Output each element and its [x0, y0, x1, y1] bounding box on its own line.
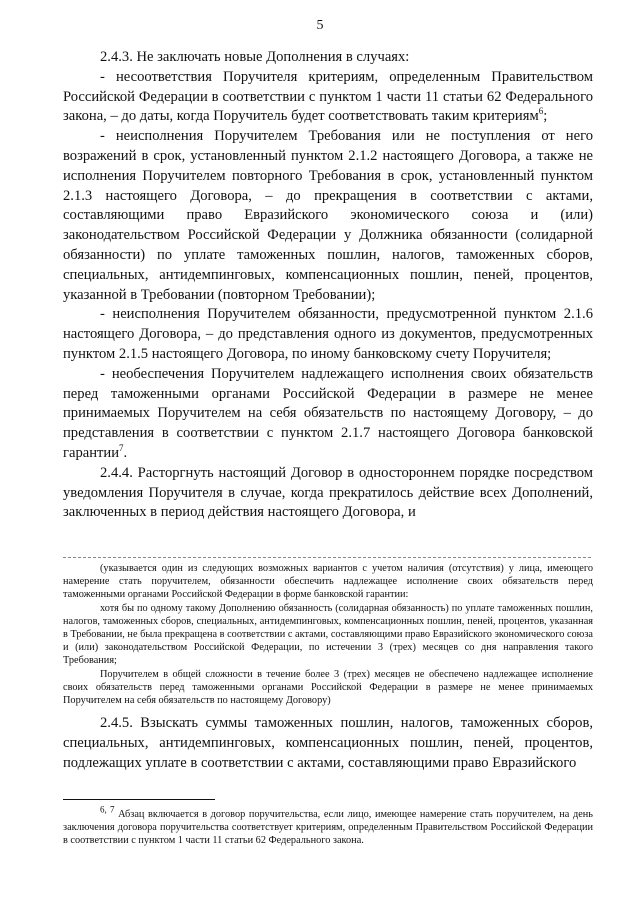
paragraph-guarantee-text: - необеспечения Поручителем надлежащего исполнения своих обязательств перед таможенными органами Российской Федерации в размере не менее принимаемых Поручителем на себя обязательств по настоящему Договору, – до представления в соответствии с пунктом 2.1.7 настоящего Договора банковской гарантии	[63, 365, 593, 461]
paragraph-guarantee: - необеспечения Поручителем надлежащего исполнения своих обязательств перед таможенными органами Российской Федерации в размере не менее принимаемых Поручителем на себя обязательств по настоящему Договору, – до представления в соответствии с пунктом 2.1.7 настоящего Договора банковской гарантии$^7$.	[63, 365, 593, 461]
paragraph-criteria: - несоответствия Поручителя критериям, определенным Правительством Российской Федерации в соответствии с пунктом 1 части 11 статьи 62 Федерального закона, – до даты, когда Поручитель будет соответствовать таким критериям$^6$;	[63, 68, 593, 125]
fill-line	[63, 557, 591, 558]
footnote-ref-7: 7	[119, 443, 124, 454]
paragraph-requirement: - неисполнения Поручителем Требования или не поступления от него возражений в срок, установленный пунктом 2.1.2 настоящего Договора, а также не исполнения Поручителем повторного Требования в срок, установленный пунктом 2.1.3 настоящего Договора, – до прекращения в соответствии с актами, составляющими право Евразийского экономического союза и (или) законодательством Российской Федерации у Должника обязанности (солидарной обязанности) по уплате таможенных пошлин, налогов, таможенных сборов, специальных, антидемпинговых, компенсационных пошлин, пеней, процентов, указанной в Требовании (повторном Требовании);	[63, 128, 593, 303]
variants-note-intro: (указывается один из следующих возможных вариантов с учетом наличия (отсутствия) у лица, имеющего намерение стать поручителем, обязанности обеспечить надлежащее исполнение своих обязательств перед таможенными органами Российской Федерации в форме банковской гарантии:	[63, 563, 593, 601]
paragraph-obligation: - неисполнения Поручителем обязанности, предусмотренной пунктом 2.1.6 настоящего Договора, – до представления одного из документов, предусмотренных пунктом 2.1.5 настоящего Договора, по иному банковскому счету Поручителя;	[63, 306, 593, 362]
paragraph-2-4-5-block	[63, 714, 593, 773]
paragraph-2-4-3: 2.4.3. Не заключать новые Дополнения в случаях:	[100, 49, 410, 65]
footnote-text: Абзац включается в договор поручительства, если лицо, имеющее намерение стать поручителем, на день заключения договора поручительства соответствует критериям, определенным Правительством Российской Федерации в соответствии с пунктом 1 части 11 статьи 62 Федерального закона.	[63, 809, 593, 847]
footnote-separator	[63, 799, 215, 800]
paragraph-2-4-5: 2.4.5. Взыскать суммы таможенных пошлин, налогов, таможенных сборов, специальных, антидемпинговых, компенсационных пошлин, пеней, процентов, подлежащих уплате в соответствии с актами, составляющими право Евразийского	[63, 715, 593, 771]
paragraph-2-4-4: 2.4.4. Расторгнуть настоящий Договор в одностороннем порядке посредством уведомления Поручителя в случае, когда прекратилось действие всех Дополнений, заключенных в период действия настоящего Договора, и	[63, 464, 593, 521]
variants-note-option-2: Поручителем в общей сложности в течение более 3 (трех) месяцев не обеспечено надлежащее исполнение своих обязательств перед таможенными органами Российской Федерации в размере не менее принимаемых Поручителем на себя обязательств по настоящему Договору)	[63, 668, 593, 707]
footnote-marks: 6, 7	[100, 804, 115, 815]
footnote	[63, 804, 593, 848]
page-number: 5	[316, 18, 324, 33]
main-text	[63, 48, 593, 523]
paragraph-criteria-text: - несоответствия Поручителя критериям, определенным Правительством Российской Федерации в соответствии с пунктом 1 части 11 статьи 62 Федерального закона, – до даты, когда Поручитель будет соответствовать таким критериям	[63, 68, 593, 125]
footnote-6-7	[63, 804, 593, 848]
variants-note	[63, 562, 593, 707]
footnote-ref-6: 6	[538, 106, 544, 117]
variants-note-option-1: хотя бы по одному такому Дополнению обязанность (солидарная обязанность) по уплате таможенных пошлин, налогов, таможенных сборов, специальных, антидемпинговых, компенсационных пошлин, пеней, процентов, указанная в Требовании, не была прекращена в соответствии с актами, составляющими право Евразийского экономического союза и (или) законодательством Российской Федерации, по истечении 3 (трех) месяцев со дня направления такого Требования;	[63, 602, 593, 667]
